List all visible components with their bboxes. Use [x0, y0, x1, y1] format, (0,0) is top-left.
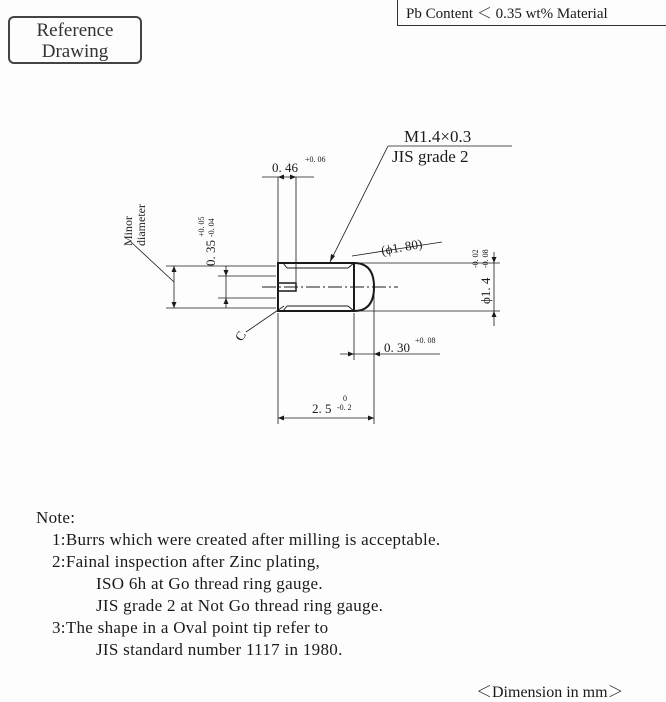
note-1: 1:Burrs which were created after milling is acceptable. [52, 530, 441, 549]
thread-grade-label: JIS grade 2 [392, 147, 469, 166]
material-note-box: Pb Content ＜ 0.35 wt% Material [397, 0, 666, 26]
overall-length-tol-upper: 0 [343, 394, 347, 403]
note-2: 2:Fainal inspection after Zinc plating, [52, 552, 321, 571]
slot-depth-tol-upper: +0. 05 [197, 216, 206, 237]
overall-length-tol-lower: -0. 2 [337, 403, 352, 412]
slot-depth-value: 0. 35 [203, 240, 218, 266]
note-2a: ISO 6h at Go thread ring gauge. [96, 574, 323, 593]
note-3: 3:The shape in a Oval point tip refer to [52, 618, 329, 637]
slot-width-value: 0. 46 [272, 160, 298, 175]
minor-diameter-leader [131, 242, 174, 282]
reference-label-line1: Reference [36, 20, 114, 41]
dimension-unit-label: ＜Dimension in mm＞ [476, 684, 624, 701]
major-diameter-tol-lower: -0. 08 [481, 249, 490, 268]
tip-length-tolerance: +0. 08 [415, 336, 436, 345]
note-3a: JIS standard number 1117 in 1980. [96, 640, 343, 659]
screw-body [262, 263, 398, 311]
minor-diameter-label-line1: Minor [121, 216, 135, 246]
tip-length-value: 0. 30 [384, 340, 410, 355]
major-diameter-tol-upper: -0. 02 [471, 249, 480, 268]
chamfer-label: C [231, 328, 249, 344]
major-diameter-value: ϕ1. 4 [478, 277, 493, 304]
note-2b: JIS grade 2 at Not Go thread ring gauge. [96, 596, 384, 615]
overall-length-value: 2. 5 [312, 401, 332, 416]
notes-block [36, 507, 440, 661]
thread-spec-label: M1.4×0.3 [404, 127, 472, 146]
reference-label-line2: Drawing [41, 41, 109, 62]
slot-width-tolerance: +0. 06 [305, 155, 326, 164]
tip-diameter-value: (ϕ1. 80) [379, 235, 424, 258]
minor-diameter-label-line2: diameter [134, 204, 148, 246]
notes-title: Note: [36, 508, 76, 527]
slot-depth-tol-lower: -0. 04 [207, 218, 216, 237]
